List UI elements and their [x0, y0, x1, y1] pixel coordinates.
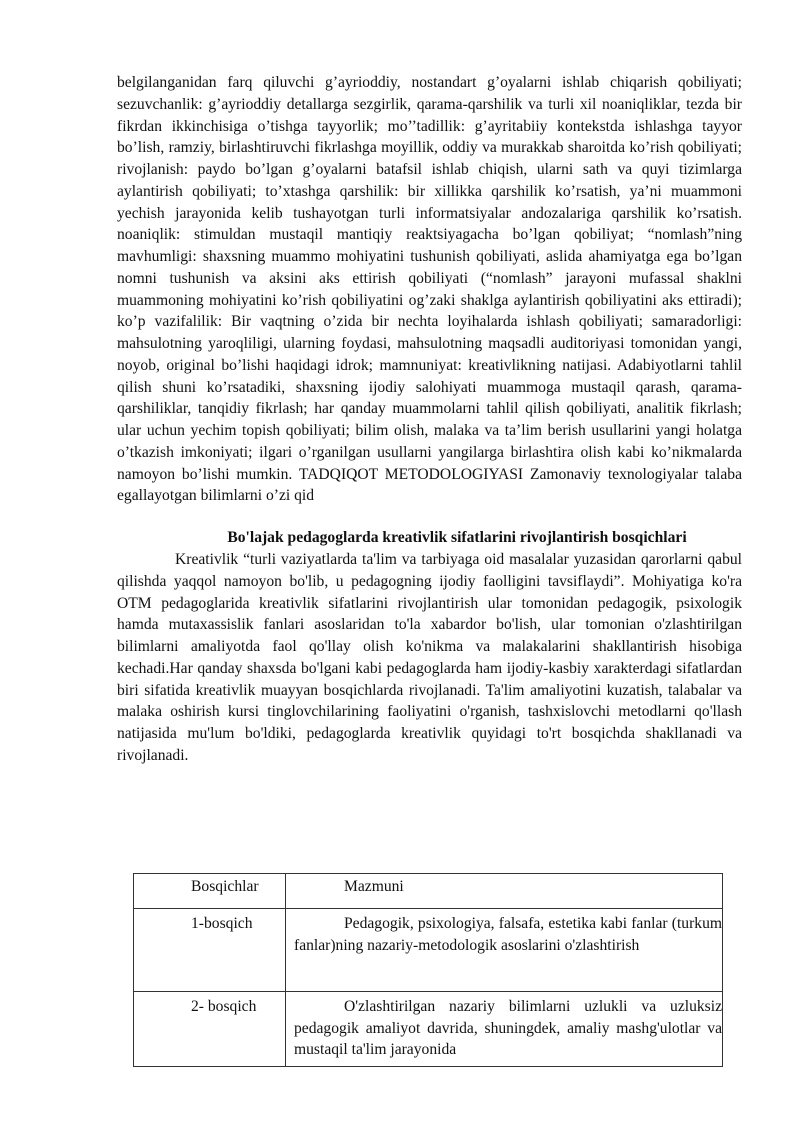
body-paragraph: belgilanganidan farq qiluvchi g’ayrioddiy, nostandart g’oyalarni ishlab chiqarish qobiliyati; sezuvchanlik: g’ayrioddiy detallarga sezgirlik, qarama-qarshilik va turli xil noaniqliklar, tezda bir fikrdan ikkinchisiga o’tishga tayyorlik; mo’’tadillik: g’ayritabiiy kontekstda ishlashga tayyor bo’lish, ramziy, birlashtiruvchi fikrlashga moyillik, oddiy va murakkab sharoitda ko’rish qobiliyati; rivojlanish: paydo bo’lgan g’oyalarni batafsil ishlab chiqish, ularni sath va quyi tizimlarga aylantirish qobiliyati; to’xtashga qarshilik: bir xillikka qarshilik ko’rsatish, ya’ni muammoni yechish jarayonida kelib tushayotgan turli informatsiyalar andozalariga qarshilik ko’rsatish. noaniqlik: stimuldan mustaqil mantiqiy reaktsiyagacha bo’lgan qobiliyat; “nomlash”ning mavhumligi: shaxsning muammo mohiyatini tushunish qobiliyati, aslida ahamiyatga ega bo’lgan nomni tushunish va aksini aks ettirish qobiliyati (“nomlash” jarayoni mufassal shaklni muammoning mohiyatini ko’rish qobiliyatini og’zaki shaklga aylantirish qobiliyatini aks ettiradi); ko’p vazifalilik: Bir vaqtning o’zida bir nechta loyihalarda ishlash qobiliyati; samaradorligi: mahsulotning yaroqliligi, ularning foydasi, mahsulotning maqsadli auditoriyasi tomonidan yangi, noyob, original bo’lishi haqidagi idrok; mamnuniyat: kreativlikning natijasi. Adabiyotlarni tahlil qilish shuni ko’rsatadiki, shaxsning ijodiy salohiyati muammoga mustaqil qarash, qarama-qarshiliklar, tanqidiy fikrlash; har qanday muammolarni tahlil qilish qobiliyati, analitik fikrlash; ular uchun yechim topish qobiliyati; bilim olish, malaka va ta’lim berish usullarini yangi holatga o’tkazish imkoniyati; ilgari o’rganilgan usullarni yangilarga birlashtira olish kabi ko’nikmalarda namoyon bo’lishi mumkin. TADQIQOT METODOLOGIYASI Zamonaviy texnologiyalar talaba egallayotgan bilimlarni o’zi qid: [117, 74, 742, 505]
table-row: [134, 909, 723, 992]
content-text: Pedagogik, psixologiya, falsafa, estetika kabi fanlar (turkum fanlar)ning nazariy-metodologik asoslarini o'zlashtirish: [294, 915, 722, 954]
stages-table: [133, 873, 723, 1067]
header-content: [286, 874, 723, 909]
table-header-row: [134, 874, 723, 909]
section-paragraph: Kreativlik “turli vaziyatlarda ta'lim va tarbiyaga oid masalalar yuzasidan qarorlarni qabul qilishda yaqqol namoyon bo'lib, u pedagogning ijodiy faolligini tavsiflaydi”. Mohiyatiga ko'ra OTM pedagoglarida kreativlik sifatlarini rivojlantirish ular tomonidan pedagogik, psixologik hamda mutaxassislik fanlari asoslaridan to'la xabardor bo'lish, ular tomonian o'zlashtirilgan bilimlarni amaliyotda faol qo'llay olish ko'nikma va malakalarini shakllantirish hisobiga kechadi.Har qanday shaxsda bo'lgani kabi pedagoglarda ham ijodiy-kasbiy xarakterdagi sifatlardan biri sifatida kreativlik muayyan bosqichlarda rivojlanadi. Ta'lim amaliyotini kuzatish, talabalar va malaka oshirish kursi tinglovchilarining faoliyatini o'rganish, tashxislovchi metodlarni qo'llash natijasida mu'lum bo'ldiki, pedagoglarda kreativlik quyidagi to'rt bosqichda shakllanadi va rivojlanadi.: [117, 551, 742, 764]
content-cell: [286, 992, 723, 1067]
header-content-label: Mazmuni: [344, 878, 404, 895]
content-cell: [286, 909, 723, 992]
stage-cell: 2- bosqich: [134, 992, 286, 1067]
header-stages: Bosqichlar: [134, 874, 286, 909]
table-row: [134, 992, 723, 1067]
content-text: O'zlashtirilgan nazariy bilimlarni uzlukli va uzluksiz pedagogik amaliyot davrida, shuningdek, amaliy mashg'ulotlar va mustaqil ta'lim jarayonida: [294, 998, 722, 1058]
section-heading: Bo'lajak pedagoglarda kreativlik sifatlarini rivojlantirish bosqichlari: [227, 529, 687, 546]
document-page: [117, 72, 742, 767]
stage-cell: 1-bosqich: [134, 909, 286, 992]
